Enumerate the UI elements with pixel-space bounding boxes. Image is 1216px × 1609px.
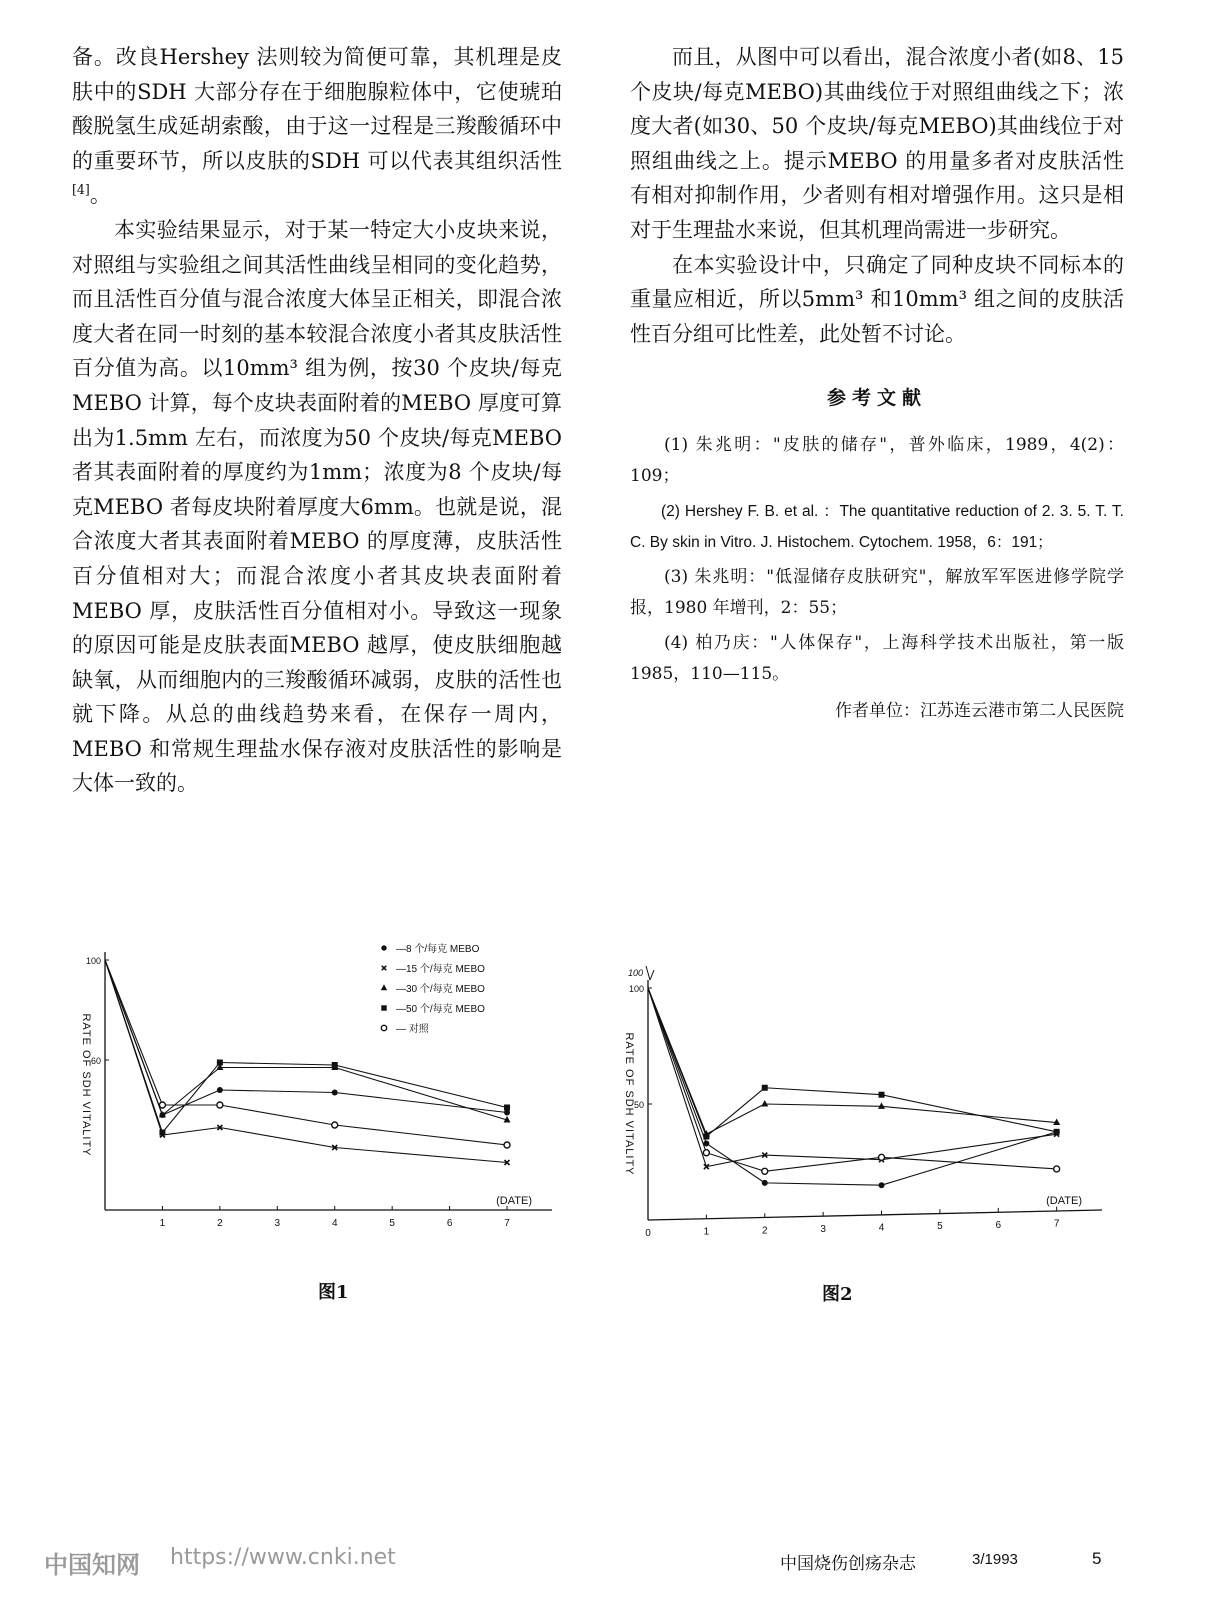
x-tick-label: 1 xyxy=(703,1226,710,1238)
data-point-circle xyxy=(1054,1166,1060,1172)
data-point-square xyxy=(332,1062,338,1068)
x-tick-label: 3 xyxy=(274,1218,281,1229)
reference-4: (4) 柏乃庆："人体保存"，上海科学技术出版社，第一版 1985，110—115。 xyxy=(630,632,1124,684)
references-title: 参考文献 xyxy=(826,387,927,410)
y-tick-label: 50 xyxy=(633,1100,644,1110)
data-point-dot xyxy=(217,1087,223,1093)
data-point-triangle xyxy=(878,1102,885,1109)
legend-label-circle: — 对照 xyxy=(396,1024,429,1035)
right-paragraph-1: 而且，从图中可以看出，混合浓度小者(如8、15 个皮块/每克MEBO)其曲线位于对照组曲线之下；浓度大者(如30、50 个皮块/每克MEBO)其曲线位于对照组曲线之上。提示MEBO 的用量多者对皮肤活性有相对抑制作用，少者则有相对增强作用。这只是相对于生理盐水来说，但其机理尚需进一步研究。 xyxy=(630,45,1124,242)
legend-label-square: —50 个/每克 MEBO xyxy=(396,1004,485,1015)
x-tick-label: 6 xyxy=(446,1218,453,1229)
x-axis xyxy=(648,1210,1102,1220)
x-axis-label: (DATE) xyxy=(496,1195,532,1207)
left-paragraph-2: 本实验结果显示，对于某一特定大小皮块来说，对照组与实验组之间其活性曲线呈相同的变化趋势，而且活性百分值与混合浓度大体呈正相关，即混合浓度大者在同一时刻的基本较混合浓度小者其皮肤活性百分值为高。以10mm³ 组为例，按30 个皮块/每克MEBO 计算，每个皮块表面附着的MEBO 厚度可算出为1.5mm 左右，而浓度为50 个皮块/每克MEBO 者其表面附着的厚度约为1mm；浓度为8 个皮块/每克MEBO 者每皮块附着厚度大6mm。也就是说，混合浓度大者其表面附着MEBO 的厚度薄，皮肤活性百分值相对大；而混合浓度小者其皮块表面附着MEBO 厚，皮肤活性百分值相对小。导致这一现象的原因可能是皮肤表面MEBO 越厚，使皮肤细胞越缺氧，从而细胞内的三羧酸循环减弱，皮肤的活性也就下降。从总的曲线趋势来看，在保存一周内，MEBO 和常规生理盐水保存液对皮肤活性的影响是大体一致的。 xyxy=(72,217,562,796)
left-paragraph-1: 备。改良Hershey 法则较为简便可靠，其机理是皮肤中的SDH 大部分存在于细胞腺粒体中，它使琥珀酸脱氢生成延胡索酸，由于这一过程是三羧酸循环中的重要环节，所以皮肤的SDH 可以代表其组织活性[4]。 xyxy=(72,45,562,208)
x-tick-label: 7 xyxy=(504,1218,510,1229)
x-tick-label: 0 xyxy=(645,1228,651,1239)
data-point-square xyxy=(159,1130,165,1136)
data-point-circle xyxy=(217,1102,223,1108)
right-column xyxy=(630,40,1124,729)
reference-2: (2) Hershey F. B. et al. ：The quantitative reduction of 2. 3. 5. T. T. C. By skin in Vitro. J. Histochem. Cytochem. 1958，6：191； xyxy=(630,502,1124,551)
references-list xyxy=(630,430,1124,690)
reference-1: (1) 朱兆明："皮肤的储存"，普外临床，1989，4(2)：109； xyxy=(630,434,1124,486)
x-tick-label: 2 xyxy=(217,1218,223,1229)
x-tick-label: 2 xyxy=(761,1225,768,1237)
series-line-dot xyxy=(648,988,1057,1185)
x-tick-label: 5 xyxy=(389,1218,395,1229)
data-point-square xyxy=(217,1060,223,1066)
legend-marker-dot xyxy=(381,945,386,950)
series-line-square xyxy=(648,988,1057,1136)
right-paragraph-2: 在本实验设计中，只确定了同种皮块不同标本的重量应相近，所以5mm³ 和10mm³ 组之间的皮肤活性百分组可比性差，此处暂不讨论。 xyxy=(630,252,1124,346)
data-point-dot xyxy=(762,1180,768,1186)
y-axis-label: RATE OF SDH VITALITY xyxy=(80,1013,92,1157)
figure-2-chart xyxy=(600,920,1120,1240)
legend-marker-circle xyxy=(381,1025,386,1030)
page-number: 5 xyxy=(1092,1549,1102,1568)
author-affiliation: 作者单位：江苏连云港市第二人民医院 xyxy=(835,700,1124,721)
left-column xyxy=(72,40,562,801)
legend-marker-square xyxy=(381,1005,386,1010)
x-tick-label: 4 xyxy=(878,1222,885,1234)
data-point-square xyxy=(703,1133,709,1139)
x-axis-label: (DATE) xyxy=(1046,1195,1082,1207)
figure-1 xyxy=(60,920,560,1240)
x-tick-label: 7 xyxy=(1053,1218,1060,1230)
data-point-triangle xyxy=(761,1100,768,1107)
cnki-brand: 中国知网 xyxy=(44,1551,140,1579)
data-point-circle xyxy=(762,1168,768,1174)
x-tick-label: 6 xyxy=(995,1219,1002,1231)
series-line-triangle xyxy=(648,988,1057,1134)
series-line-cross xyxy=(648,988,1057,1167)
legend-label-dot: —8 个/每克 MEBO xyxy=(396,944,480,955)
top-mark-label: 100 xyxy=(628,968,644,978)
cnki-url[interactable]: https://www.cnki.net xyxy=(170,1545,396,1570)
figure-2-caption: 图2 xyxy=(822,1284,853,1305)
citation-4: [4] xyxy=(72,182,90,198)
legend-marker-cross xyxy=(382,966,386,970)
top-mark-tick xyxy=(646,966,654,980)
data-point-square xyxy=(879,1092,885,1098)
data-point-dot xyxy=(332,1090,338,1096)
figure-1-caption: 图1 xyxy=(318,1282,349,1303)
data-point-dot xyxy=(879,1182,885,1188)
data-point-circle xyxy=(504,1142,510,1148)
x-tick-label: 4 xyxy=(331,1218,338,1229)
reference-3: (3) 朱兆明："低湿储存皮肤研究"，解放军军医进修学院学报，1980 年增刊，2：55； xyxy=(630,566,1124,618)
journal-issue: 3/1993 xyxy=(972,1551,1018,1568)
data-point-circle xyxy=(159,1102,165,1108)
figure-2 xyxy=(600,920,1120,1240)
legend-label-triangle: —30 个/每克 MEBO xyxy=(396,984,485,995)
figure-1-chart xyxy=(60,920,560,1240)
data-point-circle xyxy=(703,1150,709,1156)
data-point-circle xyxy=(879,1154,885,1160)
x-tick-label: 5 xyxy=(937,1221,943,1233)
y-tick-label: 100 xyxy=(85,956,101,966)
page-footer xyxy=(0,1545,1216,1585)
data-point-square xyxy=(504,1105,510,1111)
legend-label-cross: —15 个/每克 MEBO xyxy=(396,964,485,975)
y-tick-label: 60 xyxy=(90,1056,101,1066)
x-tick-label: 1 xyxy=(159,1218,166,1229)
journal-name: 中国烧伤创疡杂志 xyxy=(780,1554,916,1574)
data-point-square xyxy=(1054,1129,1060,1135)
data-point-circle xyxy=(332,1122,338,1128)
legend-marker-triangle xyxy=(381,984,387,990)
y-tick-label: 100 xyxy=(628,984,644,994)
x-tick-label: 3 xyxy=(820,1223,826,1235)
data-point-square xyxy=(762,1085,768,1091)
y-axis-label: RATE OF SDH VITALITY xyxy=(623,1032,635,1176)
